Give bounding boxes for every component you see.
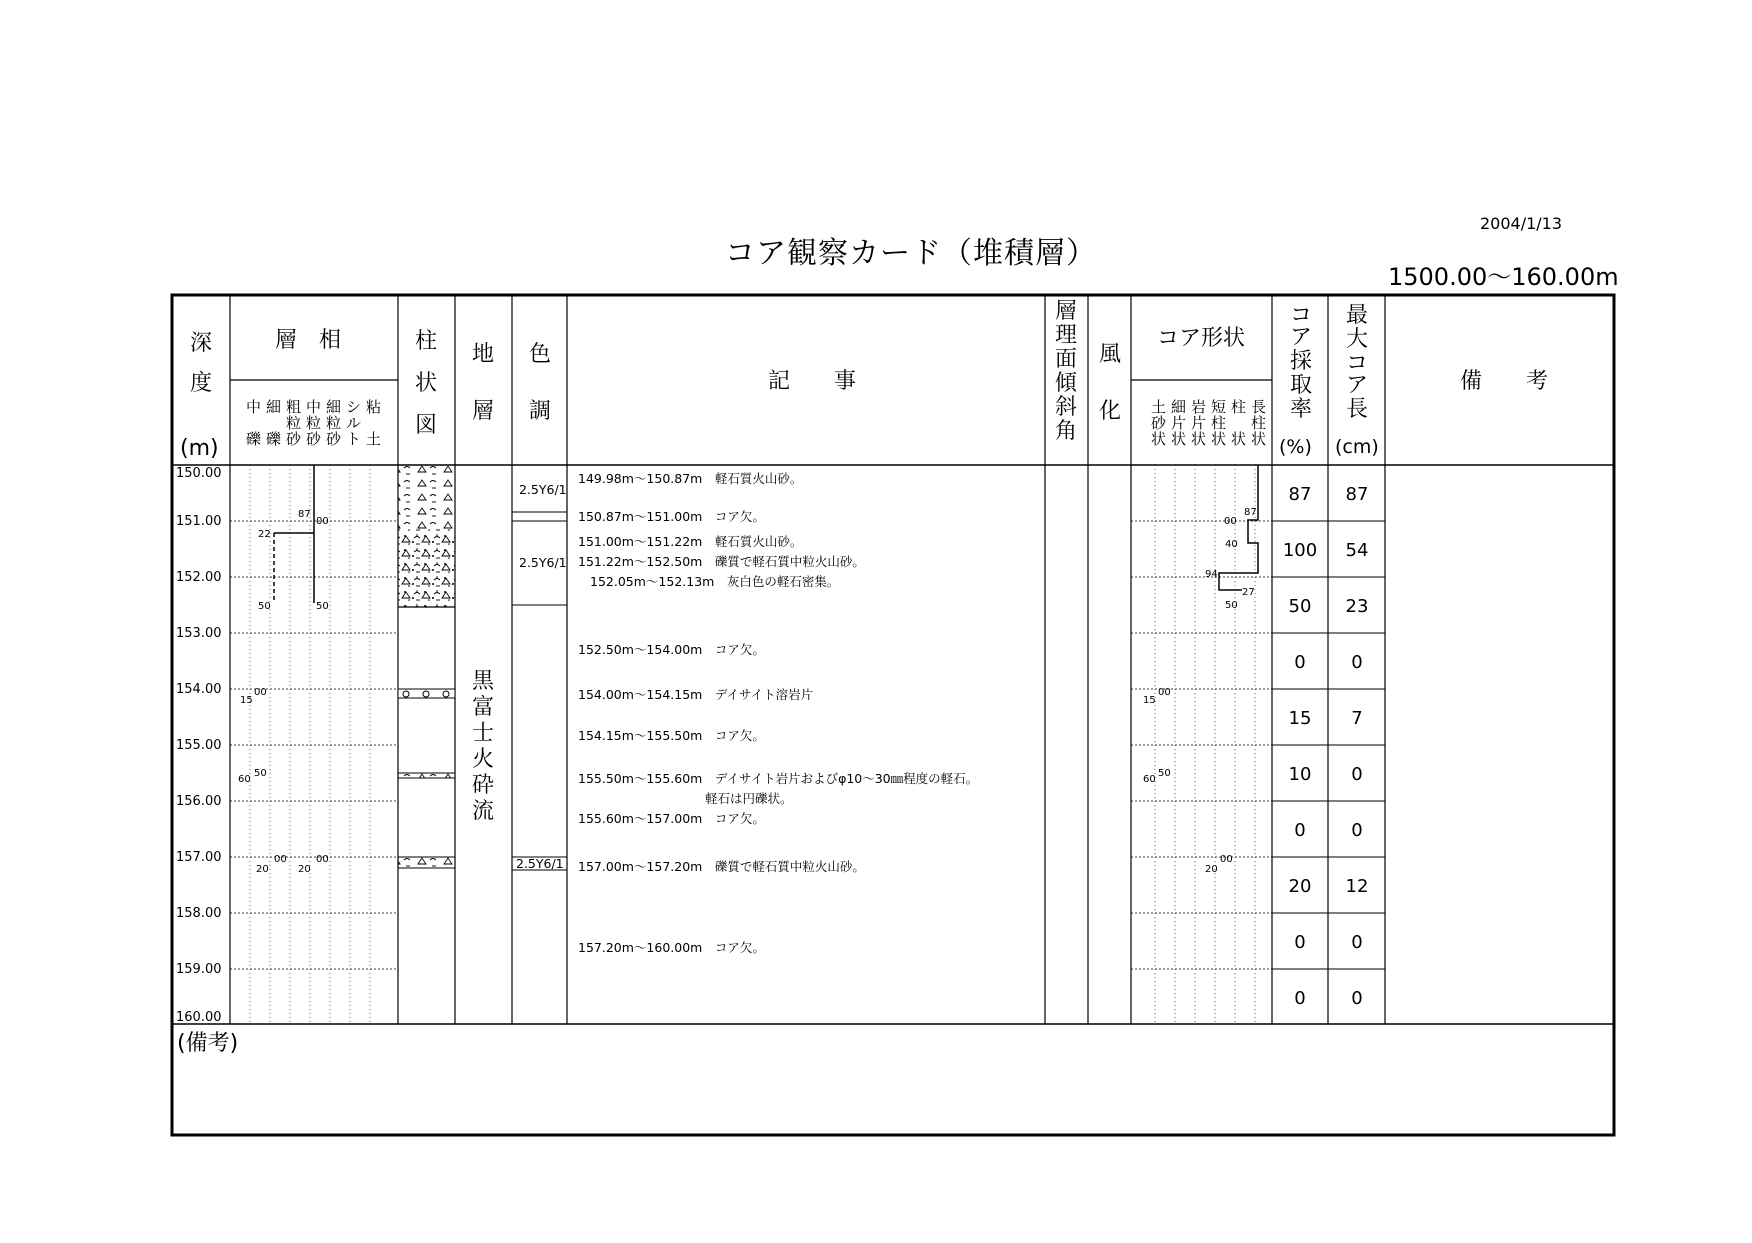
page-title: コア観察カード（堆積層） (725, 236, 1097, 271)
svg-text:砂: 砂 (306, 430, 322, 448)
depth-ticks (176, 466, 222, 1025)
svg-text:シ: シ (346, 398, 362, 416)
description-line: 152.05m〜152.13m 灰白色の軽石密集。 (590, 574, 840, 589)
svg-text:率: 率 (1290, 397, 1313, 422)
depth-header-2: 度 (190, 371, 213, 396)
depth-tick: 152.00 (176, 570, 222, 585)
svg-text:2.5Y6/1: 2.5Y6/1 (519, 555, 567, 570)
svg-text:(%): (%) (1279, 436, 1312, 458)
svg-text:細: 細 (326, 398, 342, 416)
svg-text:(cm): (cm) (1335, 436, 1379, 458)
svg-text:斜: 斜 (1055, 395, 1078, 420)
depth-tick: 157.00 (176, 850, 222, 865)
svg-text:20: 20 (256, 864, 269, 875)
svg-text:60: 60 (1143, 774, 1156, 785)
description-line: 149.98m〜150.87m 軽石質火山砂。 (578, 471, 803, 486)
svg-text:ト: ト (346, 430, 362, 448)
depth-tick: 158.00 (176, 906, 222, 921)
svg-text:角: 角 (1055, 419, 1078, 444)
svg-text:面: 面 (1055, 347, 1078, 372)
svg-text:粒: 粒 (326, 414, 342, 432)
svg-text:状: 状 (1191, 430, 1207, 448)
svg-text:40: 40 (1225, 539, 1238, 550)
recovery-value: 0 (1294, 820, 1306, 841)
svg-text:採: 採 (1290, 349, 1313, 374)
svg-text:理: 理 (1055, 323, 1078, 348)
description-line: 150.87m〜151.00m コア欠。 (578, 509, 765, 524)
description-line: 157.00m〜157.20m 礫質で軽石質中粒火山砂。 (578, 859, 865, 874)
max-core-value: 0 (1351, 764, 1363, 785)
article-descriptions (578, 471, 978, 955)
max-core-value: 23 (1345, 596, 1369, 617)
max-core-value: 0 (1351, 652, 1363, 673)
svg-text:60: 60 (238, 774, 251, 785)
column-header-1: 柱 (415, 329, 438, 354)
core-shape-graph (1219, 465, 1258, 590)
svg-text:大: 大 (1346, 327, 1369, 352)
weathering-header-1: 風 (1099, 342, 1122, 367)
depth-header-unit: (m) (180, 436, 219, 461)
svg-text:片: 片 (1191, 414, 1207, 432)
depth-tick: 154.00 (176, 682, 222, 697)
core-shape-marks (1143, 507, 1257, 875)
svg-text:中: 中 (306, 398, 322, 416)
svg-text:00: 00 (316, 516, 329, 527)
svg-text:15: 15 (1143, 695, 1156, 706)
core-shape-subheaders (1151, 398, 1266, 448)
svg-text:礫: 礫 (266, 430, 282, 448)
svg-text:27: 27 (1242, 587, 1255, 598)
svg-text:50: 50 (258, 601, 271, 612)
depth-tick: 160.00 (176, 1010, 222, 1025)
recovery-values (1283, 484, 1317, 1009)
svg-text:粗: 粗 (286, 398, 302, 416)
recovery-value: 0 (1294, 932, 1306, 953)
date: 2004/1/13 (1480, 214, 1563, 233)
svg-text:黒: 黒 (472, 669, 495, 694)
facies-marks (238, 509, 329, 875)
svg-text:取: 取 (1290, 373, 1313, 398)
recovery-value: 87 (1288, 484, 1312, 505)
article-header: 記 事 (768, 369, 857, 394)
svg-text:コ: コ (1290, 303, 1313, 328)
svg-text:粒: 粒 (306, 414, 322, 432)
svg-text:コ: コ (1346, 351, 1369, 376)
svg-text:岩: 岩 (1191, 398, 1207, 416)
description-line: 157.20m〜160.00m コア欠。 (578, 940, 765, 955)
recovery-value: 15 (1288, 708, 1312, 729)
description-line: 軽石は円礫状。 (705, 791, 793, 806)
depth-tick: 155.00 (176, 738, 222, 753)
svg-text:50: 50 (316, 601, 329, 612)
formation-header-1: 地 (472, 342, 495, 367)
max-core-header (1335, 303, 1379, 458)
svg-text:火: 火 (472, 747, 495, 772)
max-core-value: 87 (1345, 484, 1369, 505)
svg-text:状: 状 (1151, 430, 1167, 448)
description-line: 151.00m〜151.22m 軽石質火山砂。 (578, 534, 803, 549)
svg-text:礫: 礫 (246, 430, 262, 448)
svg-text:流: 流 (472, 799, 495, 824)
svg-text:砂: 砂 (286, 430, 302, 448)
description-line: 154.00m〜154.15m デイサイト溶岩片 (578, 687, 814, 702)
svg-text:00: 00 (1224, 516, 1237, 527)
svg-text:状: 状 (1211, 430, 1227, 448)
svg-text:土: 土 (1151, 398, 1167, 416)
max-core-value: 0 (1351, 932, 1363, 953)
svg-text:柱: 柱 (1251, 414, 1267, 432)
depth-tick: 159.00 (176, 962, 222, 977)
svg-text:00: 00 (254, 687, 267, 698)
svg-text:ル: ル (346, 414, 362, 432)
depth-tick: 156.00 (176, 794, 222, 809)
recovery-value: 20 (1288, 876, 1312, 897)
svg-text:00: 00 (316, 854, 329, 865)
column-drawing (398, 466, 455, 868)
svg-text:層: 層 (1055, 299, 1078, 324)
recovery-value: 0 (1294, 652, 1306, 673)
depth-tick: 150.00 (176, 466, 222, 481)
svg-text:最: 最 (1346, 303, 1369, 328)
svg-text:長: 長 (1251, 398, 1267, 416)
svg-text:粘: 粘 (366, 398, 382, 416)
svg-text:中: 中 (246, 398, 262, 416)
formation-name (472, 669, 495, 824)
svg-text:状: 状 (1251, 430, 1267, 448)
svg-text:状: 状 (1231, 430, 1247, 448)
column-header-3: 図 (415, 413, 438, 438)
recovery-value: 50 (1288, 596, 1312, 617)
svg-text:15: 15 (240, 695, 253, 706)
svg-text:片: 片 (1171, 414, 1187, 432)
svg-text:細: 細 (1171, 398, 1187, 416)
svg-text:22: 22 (258, 529, 271, 540)
max-core-value: 7 (1351, 708, 1363, 729)
svg-text:87: 87 (1244, 507, 1257, 518)
svg-text:粒: 粒 (286, 414, 302, 432)
svg-text:2.5Y6/1: 2.5Y6/1 (519, 482, 567, 497)
facies-subheaders (246, 398, 381, 448)
svg-text:柱: 柱 (1211, 414, 1227, 432)
svg-text:状: 状 (1171, 430, 1187, 448)
facies-header: 層 相 (275, 328, 342, 353)
color-header-2: 調 (529, 399, 552, 424)
table-frame (172, 295, 1614, 1135)
max-core-value: 0 (1351, 820, 1363, 841)
max-core-value: 12 (1345, 876, 1369, 897)
svg-text:傾: 傾 (1055, 371, 1078, 396)
svg-text:00: 00 (1220, 854, 1233, 865)
max-core-values (1346, 484, 1369, 1009)
svg-text:20: 20 (1205, 864, 1218, 875)
svg-text:20: 20 (298, 864, 311, 875)
recovery-value: 10 (1288, 764, 1312, 785)
column-header-2: 状 (415, 371, 438, 396)
facies-graph (274, 465, 314, 603)
recovery-header (1279, 303, 1312, 458)
core-shape-header: コア形状 (1157, 326, 1246, 351)
remarks-header: 備 考 (1460, 369, 1549, 394)
color-header-1: 色 (529, 342, 552, 367)
description-line: 151.22m〜152.50m 礫質で軽石質中粒火山砂。 (578, 554, 865, 569)
max-core-value: 0 (1351, 988, 1363, 1009)
svg-text:砂: 砂 (1151, 414, 1167, 432)
svg-text:50: 50 (1225, 600, 1238, 611)
svg-text:士: 士 (472, 721, 495, 746)
svg-text:00: 00 (1158, 687, 1171, 698)
recovery-value: 100 (1282, 540, 1318, 561)
formation-header-2: 層 (472, 399, 495, 424)
svg-text:長: 長 (1346, 397, 1369, 422)
recovery-value: 0 (1294, 988, 1306, 1009)
depth-range: 1500.00〜160.00m (1388, 263, 1619, 291)
depth-tick: 151.00 (176, 514, 222, 529)
svg-text:94: 94 (1205, 569, 1218, 580)
svg-text:短: 短 (1211, 398, 1227, 416)
svg-text:土: 土 (366, 430, 382, 448)
svg-text:87: 87 (298, 509, 311, 520)
description-line: 154.15m〜155.50m コア欠。 (578, 728, 765, 743)
depth-tick: 153.00 (176, 626, 222, 641)
svg-text:柱: 柱 (1231, 398, 1247, 416)
max-core-value: 54 (1345, 540, 1369, 561)
svg-text:50: 50 (254, 768, 267, 779)
weathering-header-2: 化 (1099, 399, 1122, 424)
description-line: 152.50m〜154.00m コア欠。 (578, 642, 765, 657)
depth-header-1: 深 (190, 331, 213, 356)
svg-text:50: 50 (1158, 768, 1171, 779)
svg-text:ア: ア (1346, 373, 1369, 398)
svg-text:富: 富 (472, 695, 495, 720)
color-labels (516, 482, 567, 871)
description-line: 155.50m〜155.60m デイサイト岩片およびφ10〜30㎜程度の軽石。 (578, 771, 979, 786)
dip-header (1055, 299, 1078, 444)
svg-text:00: 00 (274, 854, 287, 865)
svg-text:細: 細 (266, 398, 282, 416)
svg-text:ア: ア (1290, 325, 1313, 350)
svg-text:2.5Y6/1: 2.5Y6/1 (516, 856, 564, 871)
svg-text:砕: 砕 (472, 773, 495, 798)
svg-text:砂: 砂 (326, 430, 342, 448)
remarks-label: (備考) (177, 1031, 239, 1056)
description-line: 155.60m〜157.00m コア欠。 (578, 811, 765, 826)
